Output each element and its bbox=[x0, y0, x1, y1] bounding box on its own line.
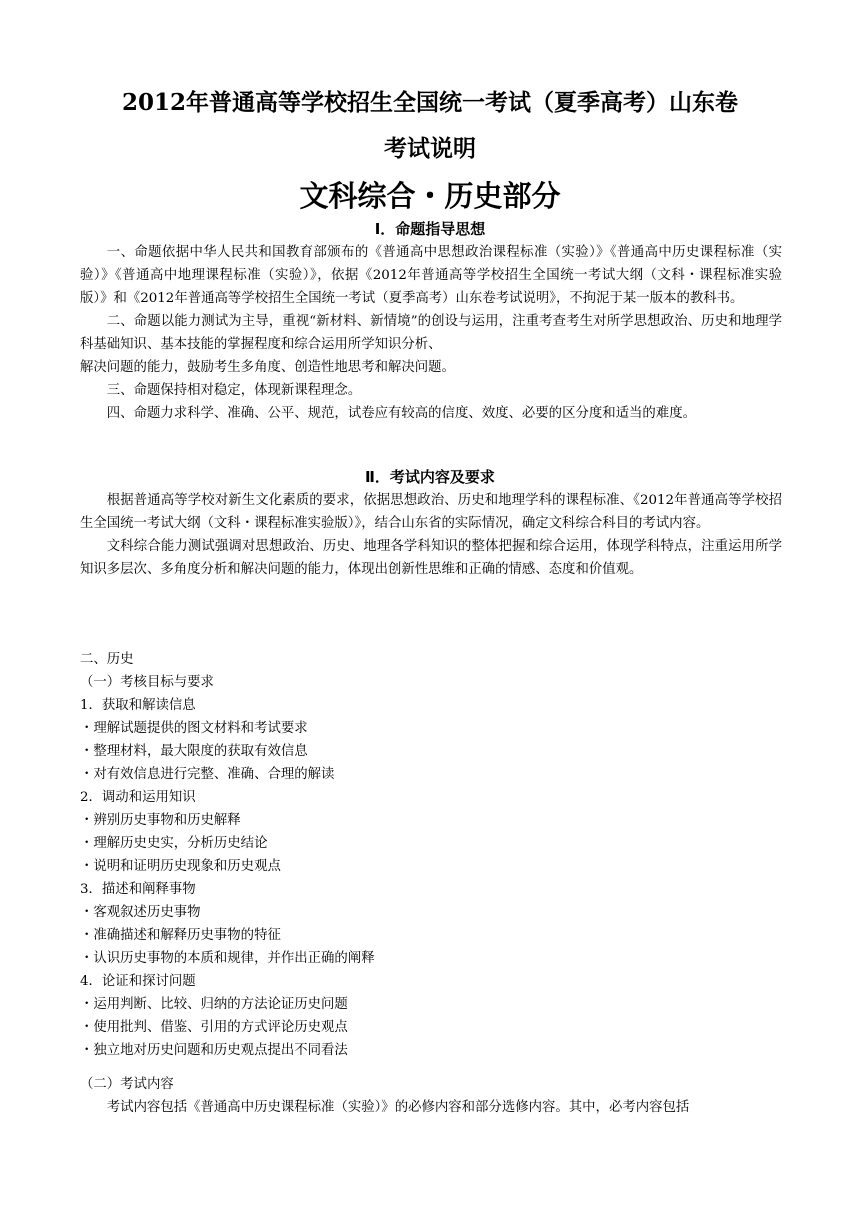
list-item: ・对有效信息进行完整、准确、合理的解读 bbox=[80, 767, 335, 782]
list-item: ・认识历史事物的本质和规律，并作出正确的阐释 bbox=[80, 951, 375, 966]
list-item: ・使用批判、借鉴、引用的方式评论历史观点 bbox=[80, 1020, 348, 1035]
list-item: ・独立地对历史问题和历史观点提出不同看法 bbox=[80, 1043, 348, 1058]
paragraph: 三、命题保持相对稳定，体现新课程理念。 bbox=[106, 383, 362, 398]
paragraph: 二、命题以能力测试为主导，重视“新材料、新情境”的创设与运用，注重考查考生对所学思想政治、历史和地理学科基础知识、基本技能的掌握程度和综合运用所学知识分析、 bbox=[80, 314, 782, 352]
section-heading-guiding-principles: Ⅰ．命题指导思想 bbox=[374, 220, 486, 238]
paragraph: 四、命题力求科学、准确、公平、规范，试卷应有较高的信度、效度、必要的区分度和适当的难度。 bbox=[106, 406, 696, 421]
list-item: 2．调动和运用知识 bbox=[80, 790, 196, 805]
list-item: ・准确描述和解释历史事物的特征 bbox=[80, 928, 281, 943]
list-item: 3．描述和阐释事物 bbox=[80, 882, 196, 897]
exam-content-subsection bbox=[80, 1073, 782, 1119]
paragraph: 考试内容包括《普通高中历史课程标准（实验）》的必修内容和部分选修内容。其中，必考内容包括 bbox=[106, 1100, 690, 1115]
list-item: 1．获取和解读信息 bbox=[80, 698, 196, 713]
section-heading-exam-content: Ⅱ．考试内容及要求 bbox=[365, 468, 495, 486]
paragraph: 解决问题的能力，鼓励考生多角度、创造性地思考和解决问题。 bbox=[80, 360, 455, 375]
exam-content-subheading: （二）考试内容 bbox=[80, 1077, 174, 1092]
document-title: 2012年普通高等学校招生全国统一考试（夏季高考）山东卷 bbox=[121, 89, 738, 116]
paragraph: 文科综合能力测试强调对思想政治、历史、地理各学科知识的整体把握和综合运用，体现学科特点，注重运用所学知识多层次、多角度分析和解决问题的能力，体现出创新性思维和正确的情感、态度和价值观。 bbox=[80, 539, 782, 577]
subject-title: 文科综合・历史部分 bbox=[299, 179, 561, 213]
list-item: ・理解历史史实，分析历史结论 bbox=[80, 836, 268, 851]
list-item: ・运用判断、比较、归纳的方法论证历史问题 bbox=[80, 997, 348, 1012]
guiding-principles-body bbox=[80, 241, 782, 425]
exam-content-body bbox=[80, 489, 782, 581]
paragraph: 一、命题依据中华人民共和国教育部颁布的《普通高中思想政治课程标准（实验）》《普通高中历史课程标准（实验）》《普通高中地理课程标准（实验）》，依据《2012年普通高等学校招生全国统一考试大纲（文科・课程标准实验版）》和《2012年普通高等学校招生全国统一考试（夏季高考）山东卷考试说明》，不拘泥于某一版本的教科书。 bbox=[80, 245, 782, 306]
paragraph: 根据普通高等学校对新生文化素质的要求，依据思想政治、历史和地理学科的课程标准、《2012年普通高等学校招生全国统一考试大纲（文科・课程标准实验版）》，结合山东省的实际情况，确定文科综合科目的考试内容。 bbox=[80, 493, 782, 531]
list-item: ・说明和证明历史现象和历史观点 bbox=[80, 859, 281, 874]
list-item: ・辨别历史事物和历史解释 bbox=[80, 813, 241, 828]
list-item: ・整理材料，最大限度的获取有效信息 bbox=[80, 744, 308, 759]
history-section bbox=[80, 648, 782, 1062]
list-item: 4．论证和探讨问题 bbox=[80, 974, 196, 989]
document-subtitle: 考试说明 bbox=[384, 135, 476, 162]
list-item: ・理解试题提供的图文材料和考试要求 bbox=[80, 721, 308, 736]
objectives-subheading: （一）考核目标与要求 bbox=[80, 675, 214, 690]
history-heading: 二、历史 bbox=[80, 652, 134, 667]
list-item: ・客观叙述历史事物 bbox=[80, 905, 201, 920]
